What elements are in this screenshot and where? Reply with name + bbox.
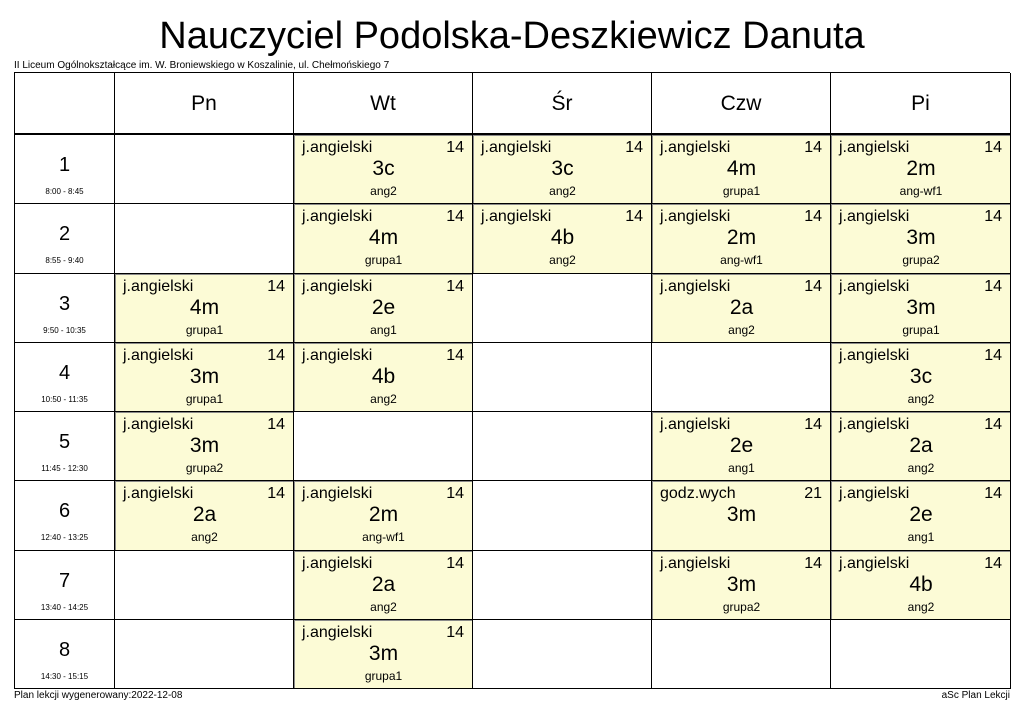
period-number: 8 [58, 639, 71, 662]
lesson-subject: j.angielski [839, 139, 910, 156]
lesson-class: 2e [371, 295, 396, 319]
lesson-card[interactable] [831, 274, 1010, 342]
lesson-class: 2e [909, 503, 933, 527]
lesson-subject: j.angielski [302, 208, 373, 226]
period-time: 11:45 - 12:30 [41, 464, 88, 474]
lesson-room: 14 [804, 277, 822, 295]
lesson-group: ang2 [370, 599, 397, 614]
lesson-subject: j.angielski [660, 554, 731, 572]
lesson-group: ang1 [907, 530, 935, 545]
timetable-cell [115, 204, 294, 273]
timetable-cell [115, 343, 294, 412]
day-header [294, 73, 473, 135]
lesson-room: 14 [446, 346, 464, 364]
lesson-class: 3c [551, 157, 574, 180]
lesson-subject: j.angielski [839, 554, 910, 572]
lesson-group: ang2 [370, 391, 397, 406]
lesson-class: 3m [368, 642, 399, 666]
lesson-room: 14 [984, 485, 1002, 503]
lesson-group: ang2 [907, 461, 935, 476]
lesson-group: ang2 [370, 184, 397, 198]
timetable-cell [831, 274, 1011, 343]
timetable-cell [831, 204, 1011, 273]
period-cell [15, 481, 115, 550]
lesson-room: 14 [984, 346, 1002, 364]
lesson-card[interactable] [294, 551, 472, 619]
lesson-card[interactable] [294, 274, 472, 342]
lesson-class: 2e [729, 434, 754, 458]
lesson-room: 14 [446, 554, 464, 572]
lesson-subject: j.angielski [839, 416, 910, 434]
generated-date: Plan lekcji wygenerowany:2022-12-08 [14, 690, 183, 701]
lesson-class: 3m [906, 226, 936, 250]
lesson-subject: j.angielski [660, 208, 731, 226]
lesson-card[interactable] [473, 135, 651, 203]
lesson-subject: j.angielski [302, 624, 373, 642]
day-label: Pn [191, 92, 217, 115]
lesson-card[interactable] [652, 135, 830, 203]
period-time: 13:40 - 14:25 [40, 602, 89, 612]
lesson-group: ang2 [549, 184, 576, 198]
lesson-group: ang-wf1 [899, 184, 943, 198]
day-header [652, 73, 831, 135]
period-cell [15, 343, 115, 412]
lesson-subject: j.angielski [123, 416, 194, 434]
timetable-cell [473, 135, 652, 204]
lesson-card[interactable] [831, 343, 1010, 411]
timetable-cell [652, 135, 831, 204]
day-header [115, 73, 294, 135]
lesson-class: 4m [726, 157, 757, 180]
lesson-room: 14 [804, 208, 822, 226]
lesson-group: grupa1 [902, 322, 940, 337]
lesson-group: grupa1 [722, 184, 761, 198]
timetable-cell [652, 481, 831, 550]
lesson-subject: j.angielski [302, 346, 373, 364]
lesson-room: 14 [984, 139, 1002, 156]
lesson-subject: godz.wych [660, 485, 736, 503]
lesson-subject: j.angielski [660, 277, 731, 295]
lesson-room: 14 [984, 277, 1002, 295]
day-header [831, 73, 1011, 135]
period-time: 8:55 - 9:40 [45, 256, 84, 266]
lesson-group: ang1 [728, 461, 755, 476]
lesson-subject: j.angielski [481, 139, 552, 156]
lesson-card[interactable] [831, 412, 1010, 480]
lesson-class: 2a [192, 503, 217, 527]
timetable-cell [473, 343, 652, 412]
lesson-card[interactable] [652, 481, 830, 549]
lesson-subject: j.angielski [839, 346, 910, 364]
corner-cell [15, 73, 115, 135]
lesson-room: 14 [804, 554, 822, 572]
period-cell [15, 620, 115, 689]
timetable-cell [473, 412, 652, 481]
period-number: 7 [58, 569, 71, 592]
timetable-cell [831, 135, 1011, 204]
lesson-room: 14 [804, 139, 822, 156]
lesson-card[interactable] [831, 135, 1010, 203]
lesson-subject: j.angielski [839, 485, 910, 503]
lesson-subject: j.angielski [302, 277, 373, 295]
lesson-group: grupa2 [902, 253, 940, 268]
lesson-room: 14 [267, 277, 285, 295]
lesson-room: 21 [804, 485, 822, 503]
period-number: 1 [58, 154, 71, 176]
lesson-card[interactable] [831, 551, 1010, 619]
lesson-card[interactable] [831, 204, 1010, 272]
period-number: 2 [58, 223, 71, 246]
lesson-card[interactable] [294, 620, 472, 688]
lesson-room: 14 [267, 416, 285, 434]
lesson-subject: j.angielski [123, 346, 194, 364]
lesson-class: 3m [726, 503, 757, 527]
timetable-cell [652, 204, 831, 273]
period-number: 5 [58, 431, 71, 454]
school-name: II Liceum Ogólnokształcące im. W. Broniewskiego w Koszalinie, ul. Chełmońskiego 7 [14, 60, 390, 71]
lesson-card[interactable] [652, 412, 830, 480]
lesson-group: ang1 [370, 322, 397, 337]
lesson-class: 3m [189, 434, 220, 458]
lesson-room: 14 [804, 416, 822, 434]
lesson-class: 4b [550, 226, 575, 250]
lesson-class: 3c [372, 157, 395, 180]
lesson-subject: j.angielski [123, 485, 194, 503]
lesson-room: 14 [984, 208, 1002, 226]
lesson-group: ang-wf1 [720, 253, 763, 268]
period-time: 9:50 - 10:35 [43, 325, 86, 335]
lesson-room: 14 [625, 139, 643, 156]
lesson-card[interactable] [473, 204, 651, 272]
lesson-room: 14 [446, 485, 464, 503]
lesson-subject: j.angielski [302, 485, 373, 503]
period-time: 10:50 - 11:35 [41, 394, 88, 404]
lesson-room: 14 [984, 416, 1002, 434]
lesson-class: 3m [726, 572, 757, 596]
lesson-subject: j.angielski [839, 208, 910, 226]
lesson-subject: j.angielski [481, 208, 552, 226]
lesson-group: ang2 [549, 253, 576, 268]
day-header [473, 73, 652, 135]
lesson-card[interactable] [115, 481, 293, 549]
lesson-class: 4m [189, 295, 220, 319]
timetable-cell [473, 620, 652, 689]
timetable-cell [294, 343, 473, 412]
period-time: 14:30 - 15:15 [40, 672, 89, 682]
lesson-class: 4b [371, 364, 396, 388]
lesson-class: 2a [371, 572, 396, 596]
timetable-cell [652, 551, 831, 620]
timetable-cell [115, 412, 294, 481]
lesson-card[interactable] [652, 204, 830, 272]
period-cell [15, 412, 115, 481]
period-cell [15, 274, 115, 343]
period-time: 8:00 - 8:45 [45, 187, 84, 196]
timetable-cell [831, 481, 1011, 550]
timetable-cell [831, 412, 1011, 481]
lesson-room: 14 [446, 624, 464, 642]
lesson-room: 14 [267, 485, 285, 503]
lesson-subject: j.angielski [660, 139, 731, 156]
lesson-group: grupa2 [722, 599, 761, 614]
timetable-cell [294, 481, 473, 550]
timetable-cell [115, 274, 294, 343]
lesson-class: 2a [729, 295, 754, 319]
lesson-room: 14 [625, 208, 643, 226]
lesson-card[interactable] [294, 135, 472, 203]
lesson-room: 14 [446, 277, 464, 295]
timetable-cell [294, 551, 473, 620]
timetable-cell [473, 274, 652, 343]
lesson-group: ang-wf1 [362, 530, 405, 545]
lesson-class: 4b [909, 572, 933, 596]
timetable-cell [294, 412, 473, 481]
timetable-cell [294, 204, 473, 273]
timetable-cell [831, 620, 1011, 689]
timetable-cell [294, 620, 473, 689]
lesson-card[interactable] [652, 274, 830, 342]
period-number: 4 [58, 361, 71, 384]
timetable-cell [831, 343, 1011, 412]
lesson-card[interactable] [294, 204, 472, 272]
lesson-subject: j.angielski [660, 416, 731, 434]
lesson-room: 14 [446, 208, 464, 226]
lesson-group: grupa1 [185, 322, 224, 337]
lesson-subject: j.angielski [302, 139, 373, 156]
timetable-cell [652, 274, 831, 343]
day-label: Czw [720, 92, 762, 115]
lesson-subject: j.angielski [123, 277, 194, 295]
lesson-subject: j.angielski [839, 277, 910, 295]
timetable-cell [115, 481, 294, 550]
lesson-card[interactable] [652, 551, 830, 619]
lesson-class: 4m [368, 226, 399, 250]
lesson-card[interactable] [115, 274, 293, 342]
lesson-group: grupa1 [185, 391, 224, 406]
lesson-room: 14 [984, 554, 1002, 572]
lesson-card[interactable] [115, 343, 293, 411]
lesson-card[interactable] [115, 412, 293, 480]
period-cell [15, 135, 115, 204]
page-title: Nauczyciel Podolska-Deszkiewicz Danuta [159, 15, 865, 57]
timetable-cell [115, 620, 294, 689]
timetable-cell [652, 412, 831, 481]
lesson-class: 3m [906, 295, 936, 319]
timetable-cell [473, 551, 652, 620]
timetable-cell [652, 343, 831, 412]
day-label: Pi [911, 92, 930, 115]
period-number: 3 [58, 292, 71, 315]
lesson-card[interactable] [831, 481, 1010, 549]
timetable-cell [115, 551, 294, 620]
day-label: Wt [370, 92, 396, 115]
software-brand: aSc Plan Lekcji [941, 690, 1010, 701]
lesson-group: grupa2 [185, 461, 224, 476]
lesson-class: 3c [909, 364, 933, 388]
lesson-group: ang2 [191, 530, 218, 545]
lesson-group: ang2 [907, 391, 935, 406]
day-label: Śr [551, 92, 573, 115]
period-cell [15, 551, 115, 620]
lesson-class: 2m [726, 226, 757, 250]
lesson-group: ang2 [907, 599, 935, 614]
timetable-cell [831, 551, 1011, 620]
timetable-cell [473, 204, 652, 273]
lesson-room: 14 [267, 346, 285, 364]
lesson-group: grupa1 [364, 669, 403, 684]
lesson-class: 2m [368, 503, 399, 527]
timetable-grid [14, 72, 1010, 689]
lesson-room: 14 [446, 139, 464, 156]
lesson-class: 3m [189, 364, 220, 388]
lesson-subject: j.angielski [302, 554, 373, 572]
lesson-class: 2a [909, 434, 933, 458]
timetable-cell [294, 274, 473, 343]
period-number: 6 [58, 500, 71, 523]
timetable-cell [115, 135, 294, 204]
timetable-cell [652, 620, 831, 689]
lesson-group: grupa1 [364, 253, 403, 268]
lesson-card[interactable] [294, 481, 472, 549]
lesson-card[interactable] [294, 343, 472, 411]
timetable-cell [473, 481, 652, 550]
timetable-cell [294, 135, 473, 204]
lesson-class: 2m [906, 157, 936, 180]
lesson-group: ang2 [728, 322, 755, 337]
period-time: 12:40 - 13:25 [40, 533, 89, 543]
period-cell [15, 204, 115, 273]
